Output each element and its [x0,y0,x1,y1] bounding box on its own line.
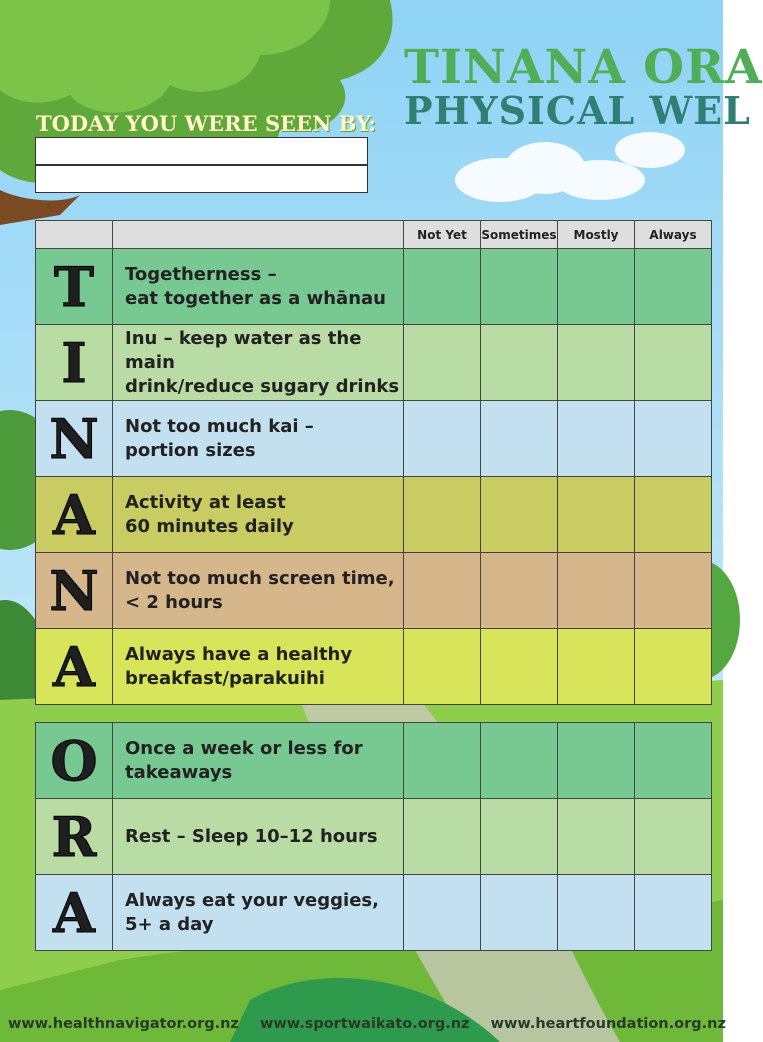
checkbox-sometimes[interactable] [481,401,558,477]
checkbox-not-yet[interactable] [404,401,481,477]
table-row [36,249,712,325]
checkbox-always[interactable] [635,553,712,629]
table-row [36,477,712,553]
seen-by-label: TODAY YOU WERE SEEN BY: [36,111,377,136]
seen-by-field-2[interactable] [35,165,368,193]
checkbox-always[interactable] [635,629,712,705]
footer-link-heartfoundation[interactable]: www.heartfoundation.org.nz [490,1016,726,1032]
checklist-table-main [35,220,712,705]
header-mostly: Mostly [558,221,635,249]
table-row [36,401,712,477]
checkbox-mostly[interactable] [558,249,635,325]
checkbox-not-yet[interactable] [404,799,481,875]
checkbox-not-yet[interactable] [404,553,481,629]
title-line-1: TINANA ORA [404,40,763,95]
header-always: Always [635,221,712,249]
row-letter: A [36,629,113,705]
table-row [36,799,712,875]
row-letter: O [36,723,113,799]
checkbox-mostly[interactable] [558,875,635,951]
row-description: Inu – keep water as the main drink/reduce sugary drinks [113,325,404,401]
header-sometimes: Sometimes [481,221,558,249]
table-row [36,553,712,629]
checkbox-not-yet[interactable] [404,629,481,705]
row-description: Always have a healthy breakfast/parakuihi [113,629,404,705]
checkbox-mostly[interactable] [558,553,635,629]
checkbox-sometimes[interactable] [481,799,558,875]
checkbox-sometimes[interactable] [481,477,558,553]
checkbox-mostly[interactable] [558,401,635,477]
checkbox-mostly[interactable] [558,325,635,401]
row-letter: A [36,477,113,553]
table-row [36,875,712,951]
checklist-table-ora [35,722,712,951]
row-description: Not too much kai – portion sizes [113,401,404,477]
checklist-body-ora [36,723,712,951]
title-line-2: PHYSICAL WEL [404,88,751,133]
table-row [36,629,712,705]
row-letter: I [36,325,113,401]
checklist-body-main [36,249,712,705]
footer-link-healthnavigator[interactable]: www.healthnavigator.org.nz [8,1016,239,1032]
footer-link-sportwaikato[interactable]: www.sportwaikato.org.nz [259,1016,470,1032]
row-description: Once a week or less for takeaways [113,723,404,799]
row-description: Activity at least 60 minutes daily [113,477,404,553]
checkbox-always[interactable] [635,401,712,477]
row-letter: N [36,553,113,629]
row-description: Rest – Sleep 10–12 hours [113,799,404,875]
checkbox-always[interactable] [635,477,712,553]
footer-links [0,1016,726,1032]
checkbox-mostly[interactable] [558,799,635,875]
header-letter-col [36,221,113,249]
checkbox-sometimes[interactable] [481,723,558,799]
header-not-yet: Not Yet [404,221,481,249]
checkbox-sometimes[interactable] [481,325,558,401]
row-letter: A [36,875,113,951]
checkbox-sometimes[interactable] [481,249,558,325]
checkbox-sometimes[interactable] [481,553,558,629]
checkbox-not-yet[interactable] [404,249,481,325]
checkbox-mostly[interactable] [558,723,635,799]
checkbox-always[interactable] [635,875,712,951]
checkbox-always[interactable] [635,249,712,325]
row-description: Togetherness – eat together as a whānau [113,249,404,325]
checkbox-mostly[interactable] [558,629,635,705]
checkbox-not-yet[interactable] [404,875,481,951]
row-description: Not too much screen time, < 2 hours [113,553,404,629]
checkbox-not-yet[interactable] [404,723,481,799]
row-letter: R [36,799,113,875]
checkbox-mostly[interactable] [558,477,635,553]
checkbox-always[interactable] [635,723,712,799]
checkbox-not-yet[interactable] [404,325,481,401]
row-description: Always eat your veggies, 5+ a day [113,875,404,951]
table-row [36,723,712,799]
table-row [36,325,712,401]
checkbox-not-yet[interactable] [404,477,481,553]
row-letter: T [36,249,113,325]
checkbox-always[interactable] [635,325,712,401]
checkbox-sometimes[interactable] [481,875,558,951]
seen-by-field-1[interactable] [35,137,368,165]
checkbox-always[interactable] [635,799,712,875]
checkbox-sometimes[interactable] [481,629,558,705]
header-habit-col [113,221,404,249]
row-letter: N [36,401,113,477]
